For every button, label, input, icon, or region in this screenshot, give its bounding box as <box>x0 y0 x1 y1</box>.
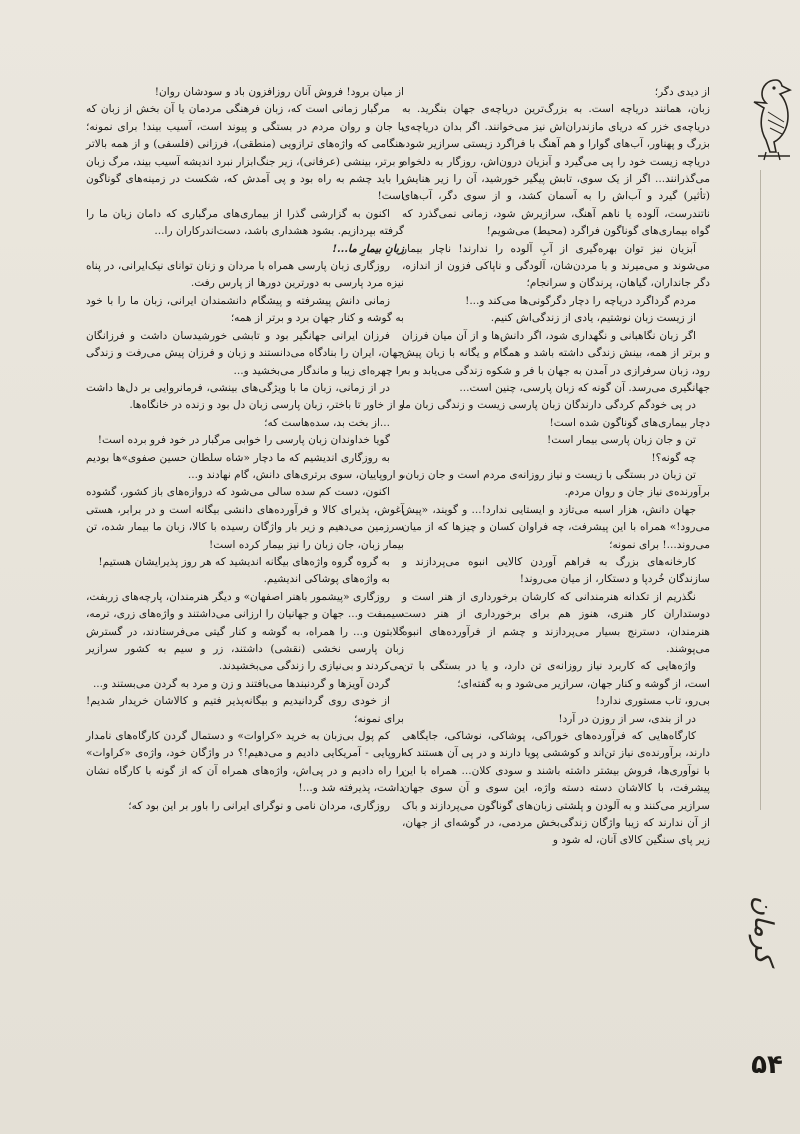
paragraph: گردن آویزها و گردنبندها می‌بافتند و زن و مرد به گردن می‌بستند و... <box>92 677 390 690</box>
magazine-brand: کرمان <box>748 896 778 964</box>
paragraph: کم پول بی‌زبان به خرید «کراوات» و دستمال گردن کارگاه‌های نامدار اروپایی - آمریکایی دادیم و می‌دهیم!؟ در واژگان خود، واژه‌ی «کراوات» را راه دادیم و در پی‌اش، واژه‌های همراه آن که از گونه با کارگاه نشان داشت، پذیرفته شد و...! <box>86 730 404 795</box>
paragraph: مردم گرداگرد دریاچه را دچار دگرگونی‌ها می‌کند و...! <box>465 294 696 307</box>
paragraph: در از زمانی، زبان ما با ویژگی‌های بینشی، فرمانروایی بر دل‌ها داشت و از خاور تا باختر، زبان پارسی زبان دل بود و زنده در خانگاه‌ها. <box>86 381 404 412</box>
paragraph: فرزان ایرانی جهانگیر بود و تابشی خورشیدسان داشت و فرزانگان جهان، ایران را بنادگاه می‌دانستند و زبان و فرزان پیش می‌رفت و زندگی را چهره‌ای زیبا و ماندگار می‌بخشید و... <box>86 329 404 377</box>
paragraph: نگذریم از تکدانه هنرمندانی که کارشان برخورداری از هنر است و دوستداران کار هنری، هنوز هم برای برخورداری از هنر دست هنرمندان، دسترنج بسیار می‌پردازند و چشم از فرآورده‌های انبوه می‌پوشند. <box>402 590 710 655</box>
paragraph: جهان دانش، هزار اسبه می‌تازد و ایستایی ندارد!... و گویند، «پیش می‌رود!» همراه با این پیشرفت، چه فراوان کسان و چیزها که از میان می‌روند...! برای نمونه؛ <box>402 503 710 551</box>
margin-rule <box>760 170 761 810</box>
paragraph: بی‌رو، تاب مستوری ندارد! <box>595 695 710 708</box>
paragraph: زمانی دانش پیشرفته و پیشگام دانشمندان ایرانی، زبان ما را با خود به گوشه و کنار جهان برد و برتر از همه؛ <box>86 294 404 325</box>
paragraph: روزگاری «پیشمور باهنر اصفهان» و دیگر هنرمندان، پارچه‌های زربفت، سیمبفت و... جهان و جهانیان را ارزانی می‌داشتند و واژه‌های زری، ترمه، گلابتون و... را همراه، به گوشه و کنار گیتی می‌فرستادند، در گسترش زبان پارسی نخشی (نقشی) داشتند، زر و سیم به کشور سرازیر می‌کردند و بی‌نیازی را زندگی می‌بخشیدند. <box>86 590 404 673</box>
paragraph: تن زبان در بستگی با زیست و نیاز روزانه‌ی مردم است و جان زبان، برآورنده‌ی نیاز جان و روان مردم. <box>402 468 710 499</box>
paragraph: اکنون، دست کم سده سالی می‌شود که دروازه‌های باز کشور، گشوده آغوش، پذیرای کالا و فرآورده‌های دانشی بیگانه است و در برابر، هستی سرزمین می‌دهیم و زیر بار واژگان رسیده با کالا، زبان ما بیمار شده، تن بیمار زبان، جان زبان را نیز بیمار کرده است! <box>86 486 404 551</box>
article-column-right <box>402 84 710 850</box>
paragraph: از زیست زبان نوشتیم، یادی از زندگی‌اش کنیم. <box>490 312 696 325</box>
paragraph: از خودی روی گردانیدیم و بیگانه‌پذیر فتیم و کالاشان خریدار شدیم! برای نمونه؛ <box>86 695 404 725</box>
paragraph: چه گونه؟! <box>651 451 696 464</box>
page-number: ۵۴ <box>751 1050 783 1080</box>
paragraph: روزگاری، مردان نامی و نوگرای ایرانی را باور بر این بود که؛ <box>128 799 390 812</box>
paragraph: تن و جان زبان پارسی بیمار است! <box>546 434 696 447</box>
paragraph: از میان برود! فروش آنان روزافزون باد و سودشان روان! <box>154 86 404 98</box>
paragraph: زبانِ بیمارِ ما...! <box>332 242 404 255</box>
paragraph: ...از بخت بد، سده‌هاست که؛ <box>264 416 390 429</box>
paragraph: گویا خداوندان زبان پارسی را خوابی مرگبار در خود فرو برده است! <box>97 434 390 447</box>
bird-logo-icon <box>746 72 798 164</box>
paragraph: واژه‌هایی که کاربرد نیاز روزانه‌ی تن دارد، و یا در بستگی با تن است، از گوشه و کنار جهان، سرازیر می‌شود و به گفته‌ای؛ <box>402 660 710 690</box>
paragraph: اگر زبان نگاهبانی و نگهداری شود، اگر دانش‌ها و از آن میان فرزان و برتر از همه، بینش زندگی داشته باشد و همگام و یگانه با زبان پیش رود، زبان سرفرازی در آمدن به جهان با فر و شکوه زندگی می‌یابد و به جهانگیری می‌رسد. آن گونه که زبان پارسی، چنین است... <box>402 329 710 394</box>
paragraph: در از بندی، سر از روزن در آرد! <box>558 712 696 725</box>
paragraph: اکنون به گزارشی گذرا از بیماری‌های مرگباری که دامان زبان ما را گرفته بپردازیم. بشود هشداری باشد، دست‌اندرکاران را... <box>86 207 404 238</box>
paragraph: کارخانه‌های بزرگ به فراهم آوردن کالایی انبوه می‌پردازند و سازندگان خُردپا و دستکار، از میان می‌روند! <box>402 555 710 586</box>
paragraph: به گروه گروه واژه‌های بیگانه اندیشید که هر روز پذیرایشان هستیم! <box>98 555 390 568</box>
paragraph: در پی خودگم کردگی دارندگان زبان پارسی زیست و زندگی زبان ما دچار بیماری‌های گوناگون شده است! <box>402 399 710 429</box>
paragraph: به روزگاری اندیشیم که ما دچار «شاه سلطان حسین صفوی»ها بودیم و اروپاییان، سوی برتری‌های دانش، گام نهادند و... <box>86 451 404 481</box>
paragraph: به واژه‌های پوشاکی اندیشیم. <box>263 573 390 586</box>
paragraph: روزگاری زبان پارسی همراه با مردان و زنان توانای نیک‌ایرانی، در پناه نیزه مرد پارسی به دورترین دورها از پارس رفت. <box>86 260 404 290</box>
paragraph: زبان، همانند دریاچه است. به بزرگ‌ترین دریاچه‌ی جهان بنگرید. به دریاچه‌ی خزر که دریای مازندران‌اش نیز می‌خوانند. اگر بدان دریاچه‌ی بزرگ و پهناور، آب‌های گوارا و هم آهنگ با فراگرد زیستی سرازیر شود، دریاچه زیست خود را پی می‌گیرد و آبزیان درون‌اش، روزگار به دلخواه می‌گذرانند... اگر از یک سوی، تابش پیگیر خورشید، آن را زیر هنایش (تأثیر) گیرد و آب‌اش را به آسمان کشد، و از سوی دگر، آب‌های ناتندرست، آلوده یا ناهم آهنگ، سرازیرش شود، زمانی نمی‌گذرد که گواه بیماری‌های گوناگون فراگرد (محیط) می‌شویم! <box>402 103 710 238</box>
paragraph: مرگبار زمانی است که، زبان فرهنگی مردمان یا آن بخش از زبان که با جان و روان مردم در بستگی و پیوند است، آسیب بیند! برای نمونه؛ هنگامی که واژه‌های ترازویی (منطقی)، فرزانی (فلسفی) و از همه بالاتر و برتر، بینشی (عرفانی)، زیر جنگ‌ابزار نبرد اندیشه آسیب بیند، مرگ زبان را باید چشم به راه بود و پی آمدش که، شکست در زمینه‌های گوناگون است! <box>86 103 404 203</box>
article-column-left <box>86 84 404 815</box>
paragraph: آبزیان نیز توان بهره‌گیری از آبِ آلوده را ندارند! ناچار بیمار می‌شوند و می‌میرند و با مردن‌شان، آلودگی و ناپاکی فزون از اندازه، دگر جانداران، گیاهان، پرندگان و سرانجام؛ <box>402 242 710 290</box>
paragraph: کارگاه‌هایی که فرآورده‌های خوراکی، پوشاکی، نوشاکی، جایگاهی دارند، برآورنده‌ی نیاز تن‌اند و کوششی پویا دارند و در پی آن هستند که با نوآوری‌ها، فروش بیشتر داشته باشند و سودی کلان... همراه با این پیشرفت، با کالاشان دسته دسته واژه، این سوی و آن سوی جهان سرازیر می‌کنند و به آلودن و پلشتی زبان‌های گوناگون می‌پردازند و باک از آن ندارند که زیبا واژگان زندگی‌بخش مردمی، در گوشه‌ای از جهان، زیر پای سنگین کالای آنان، له شود و <box>402 730 710 847</box>
paragraph: از دیدی دگر؛ <box>654 86 710 98</box>
